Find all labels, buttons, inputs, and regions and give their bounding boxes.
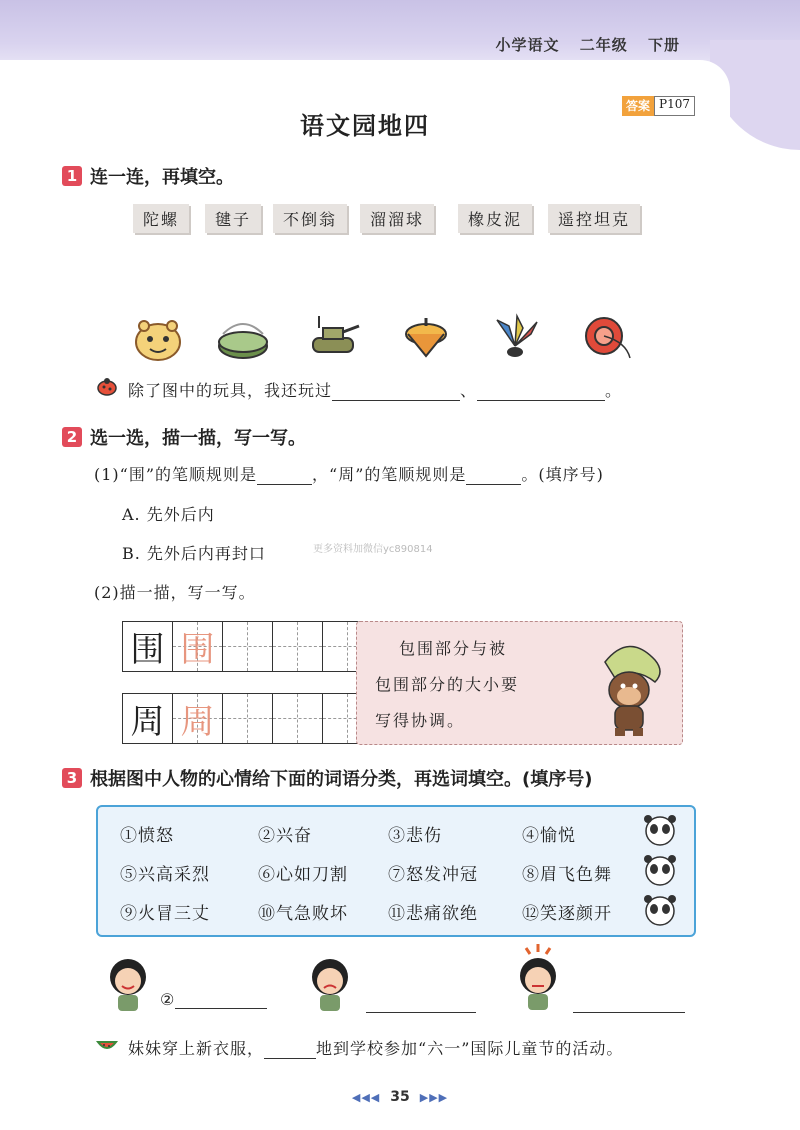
- toy-word-1: 陀螺: [133, 204, 189, 233]
- q2-p1-b: ，“周”的笔顺规则是: [312, 465, 467, 484]
- grid-cell[interactable]: [273, 694, 323, 743]
- q2-p1-a: (1)“围”的笔顺规则是: [94, 465, 258, 484]
- q2-text: 选一选，描一描，写一写。: [90, 428, 306, 449]
- q1-fill-before: 除了图中的玩具，我还玩过: [128, 381, 333, 400]
- word-3: ③悲伤: [388, 826, 442, 846]
- trace-char-1: 围: [180, 630, 215, 670]
- word-bank: [96, 805, 696, 937]
- q2-number: 2: [62, 427, 82, 447]
- q2-blank-2[interactable]: [466, 484, 521, 485]
- word-11: ⑪悲痛欲绝: [388, 904, 478, 924]
- word-9: ⑨火冒三丈: [120, 904, 210, 924]
- word-5: ⑤兴高采烈: [120, 865, 210, 885]
- shuttlecock-icon: [487, 312, 543, 362]
- q1-fill-line: [128, 378, 622, 401]
- q3-blank-1[interactable]: [175, 1008, 267, 1009]
- happy-girl-icon: [100, 955, 156, 1013]
- q3-sentence-a: 妹妹穿上新衣服，: [128, 1039, 265, 1058]
- page-footer: [0, 1089, 800, 1105]
- word-1: ①愤怒: [120, 826, 174, 846]
- panda-faces-icon: [642, 813, 678, 929]
- page-number: 35: [390, 1089, 410, 1105]
- right-arrows-icon: ▶▶▶: [419, 1091, 449, 1104]
- word-6: ⑥心如刀割: [258, 865, 348, 885]
- monkey-icon: [585, 632, 673, 738]
- rc-tank-icon: [305, 312, 361, 362]
- header-volume: 下册: [647, 36, 680, 54]
- answer-page: P107: [654, 96, 695, 116]
- option-b: B. 先外后内再封口: [122, 544, 266, 563]
- word-12: ⑫笑逐颜开: [522, 904, 612, 924]
- watermark-text: 更多资料加微信yc890814: [313, 544, 433, 555]
- word-4: ④愉悦: [522, 826, 576, 846]
- example-answer: ②: [160, 990, 176, 1009]
- ladybug-icon: [96, 378, 118, 396]
- word-10: ⑩气急败坏: [258, 904, 348, 924]
- grid-cell[interactable]: [223, 622, 273, 671]
- toy-word-3: 不倒翁: [273, 204, 347, 233]
- grid-cell[interactable]: [173, 694, 223, 743]
- model-char-1: 围: [130, 630, 165, 670]
- q1-blank-2[interactable]: [477, 400, 605, 401]
- q2-part1: [94, 462, 604, 485]
- grid-cell: [123, 622, 173, 671]
- tip-line-2: 包围部分的大小要: [375, 675, 520, 694]
- q2-p1-c: 。(填序号): [521, 465, 604, 484]
- book-header: [481, 34, 680, 55]
- q2-part2: (2)描一描，写一写。: [94, 583, 256, 602]
- option-a: A. 先外后内: [122, 505, 215, 524]
- word-7: ⑦怒发冲冠: [388, 865, 478, 885]
- sad-girl-icon: [302, 955, 358, 1013]
- q1-heading: [62, 163, 234, 189]
- answer-label: 答案: [622, 96, 654, 116]
- header-subject: 小学语文: [495, 36, 560, 54]
- q1-number: 1: [62, 166, 82, 186]
- q1-text: 连一连，再填空。: [90, 167, 234, 188]
- toy-word-2: 毽子: [205, 204, 261, 233]
- q3-blank-3[interactable]: [573, 1012, 685, 1013]
- q1-fill-end: 。: [605, 381, 623, 400]
- q3-answer-1: [160, 990, 267, 1009]
- grid-cell: [123, 694, 173, 743]
- q3-sentence-b: 地到学校参加“六一”国际儿童节的活动。: [316, 1039, 624, 1058]
- grid-cell[interactable]: [223, 694, 273, 743]
- word-8: ⑧眉飞色舞: [522, 865, 612, 885]
- toy-word-6: 遥控坦克: [548, 204, 640, 233]
- tip-box: [356, 621, 683, 745]
- left-arrows-icon: ◀◀◀: [351, 1091, 381, 1104]
- yoyo-icon: [215, 312, 271, 362]
- tip-line-3: 写得协调。: [375, 711, 466, 730]
- word-2: ②兴奋: [258, 826, 312, 846]
- q3-heading: [62, 765, 592, 791]
- writing-grid-2: [122, 693, 373, 744]
- tip-line-1: 包围部分与被: [399, 639, 508, 658]
- writing-grid-1: [122, 621, 373, 672]
- q1-blank-1[interactable]: [332, 400, 460, 401]
- toy-word-5: 橡皮泥: [458, 204, 532, 233]
- grid-cell[interactable]: [173, 622, 223, 671]
- watermelon-icon: [96, 1036, 118, 1054]
- tumbler-toy-icon: [130, 312, 186, 362]
- model-char-2: 周: [130, 702, 165, 742]
- toy-word-4: 溜溜球: [360, 204, 434, 233]
- page-title: 语文园地四: [300, 112, 430, 140]
- angry-girl-icon: [510, 942, 566, 1012]
- q1-fill-sep: 、: [460, 381, 478, 400]
- q3-blank-2[interactable]: [366, 1012, 476, 1013]
- q3-sentence: [128, 1036, 623, 1059]
- q3-blank-4[interactable]: [264, 1058, 316, 1059]
- grid-cell[interactable]: [273, 622, 323, 671]
- yoyo-red-icon: [580, 312, 636, 362]
- spinning-top-icon: [398, 312, 454, 362]
- header-grade: 二年级: [579, 36, 628, 54]
- q2-heading: [62, 424, 306, 450]
- trace-char-2: 周: [180, 702, 215, 742]
- q3-number: 3: [62, 768, 82, 788]
- q2-blank-1[interactable]: [257, 484, 312, 485]
- q3-text: 根据图中人物的心情给下面的词语分类，再选词填空。(填序号): [90, 769, 593, 790]
